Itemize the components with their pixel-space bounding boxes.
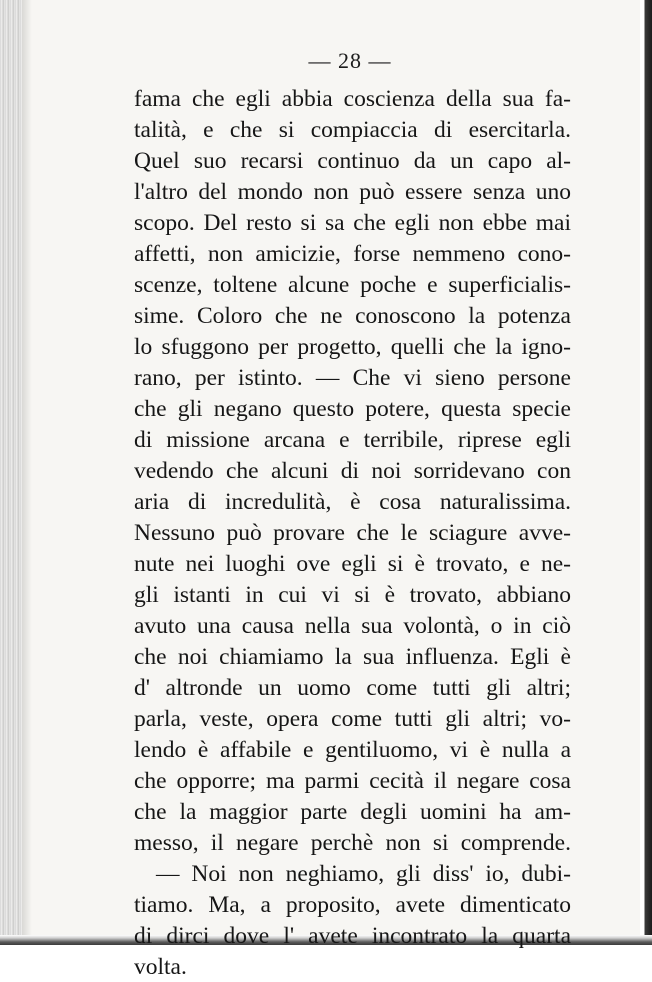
text-line: lendo è affabile e gentiluomo, vi è nulla a (134, 737, 571, 763)
text-line: affetti, non amicizie, forse nemmeno cono- (134, 241, 571, 267)
text-line: parla, veste, opera come tutti gli altri; vo- (134, 706, 571, 732)
text-line: di dirci dove l' avete incontrato la quarta (134, 923, 571, 949)
text-line: gli istanti in cui vi si è trovato, abbiano (134, 582, 571, 608)
text-line: fama che egli abbia coscienza della sua fa- (134, 86, 571, 112)
text-line: l'altro del mondo non può essere senza uno (134, 179, 571, 205)
text-line: vedendo che alcuni di noi sorridevano con (134, 458, 571, 484)
binding-edge (0, 0, 22, 945)
text-line: Nessuno può provare che le sciagure avve- (134, 520, 571, 546)
text-line: tiamo. Ma, a proposito, avete dimenticato (134, 892, 571, 918)
text-line: volta. (134, 954, 187, 980)
binding-shadow (22, 0, 32, 945)
text-line: che noi chiamiamo la sua influenza. Egli è (134, 644, 571, 670)
text-line: messo, il negare perchè non si comprende. (134, 830, 571, 856)
text-line: — Noi non neghiamo, gli diss' io, dubi- (156, 861, 571, 887)
text-line: Quel suo recarsi continuo da un capo al- (134, 148, 571, 174)
text-line: sime. Coloro che ne conoscono la potenza (134, 303, 571, 329)
text-line: scenze, toltene alcune poche e superficialis- (134, 272, 571, 298)
text-line: scopo. Del resto si sa che egli non ebbe mai (134, 210, 571, 236)
text-line: d' altronde un uomo come tutti gli altri; (134, 675, 571, 701)
text-line: lo sfuggono per progetto, quelli che la igno- (134, 334, 571, 360)
page-number: — 28 — (308, 48, 392, 73)
text-line: che la maggior parte degli uomini ha am- (134, 799, 571, 825)
text-line: avuto una causa nella sua volontà, o in ciò (134, 613, 571, 639)
text-line: rano, per istinto. — Che vi sieno persone (134, 365, 571, 391)
text-line: di missione arcana e terribile, riprese egli (134, 427, 571, 453)
text-line: che gli negano questo potere, questa specie (134, 396, 571, 422)
text-line: talità, e che si compiaccia di esercitarla. (134, 117, 571, 143)
text-line: che opporre; ma parmi cecità il negare cosa (134, 768, 571, 794)
text-line: nute nei luoghi ove egli si è trovato, e ne- (134, 551, 571, 577)
text-line: aria di incredulità, è cosa naturalissima. (134, 489, 571, 515)
right-page-edge (640, 0, 652, 945)
